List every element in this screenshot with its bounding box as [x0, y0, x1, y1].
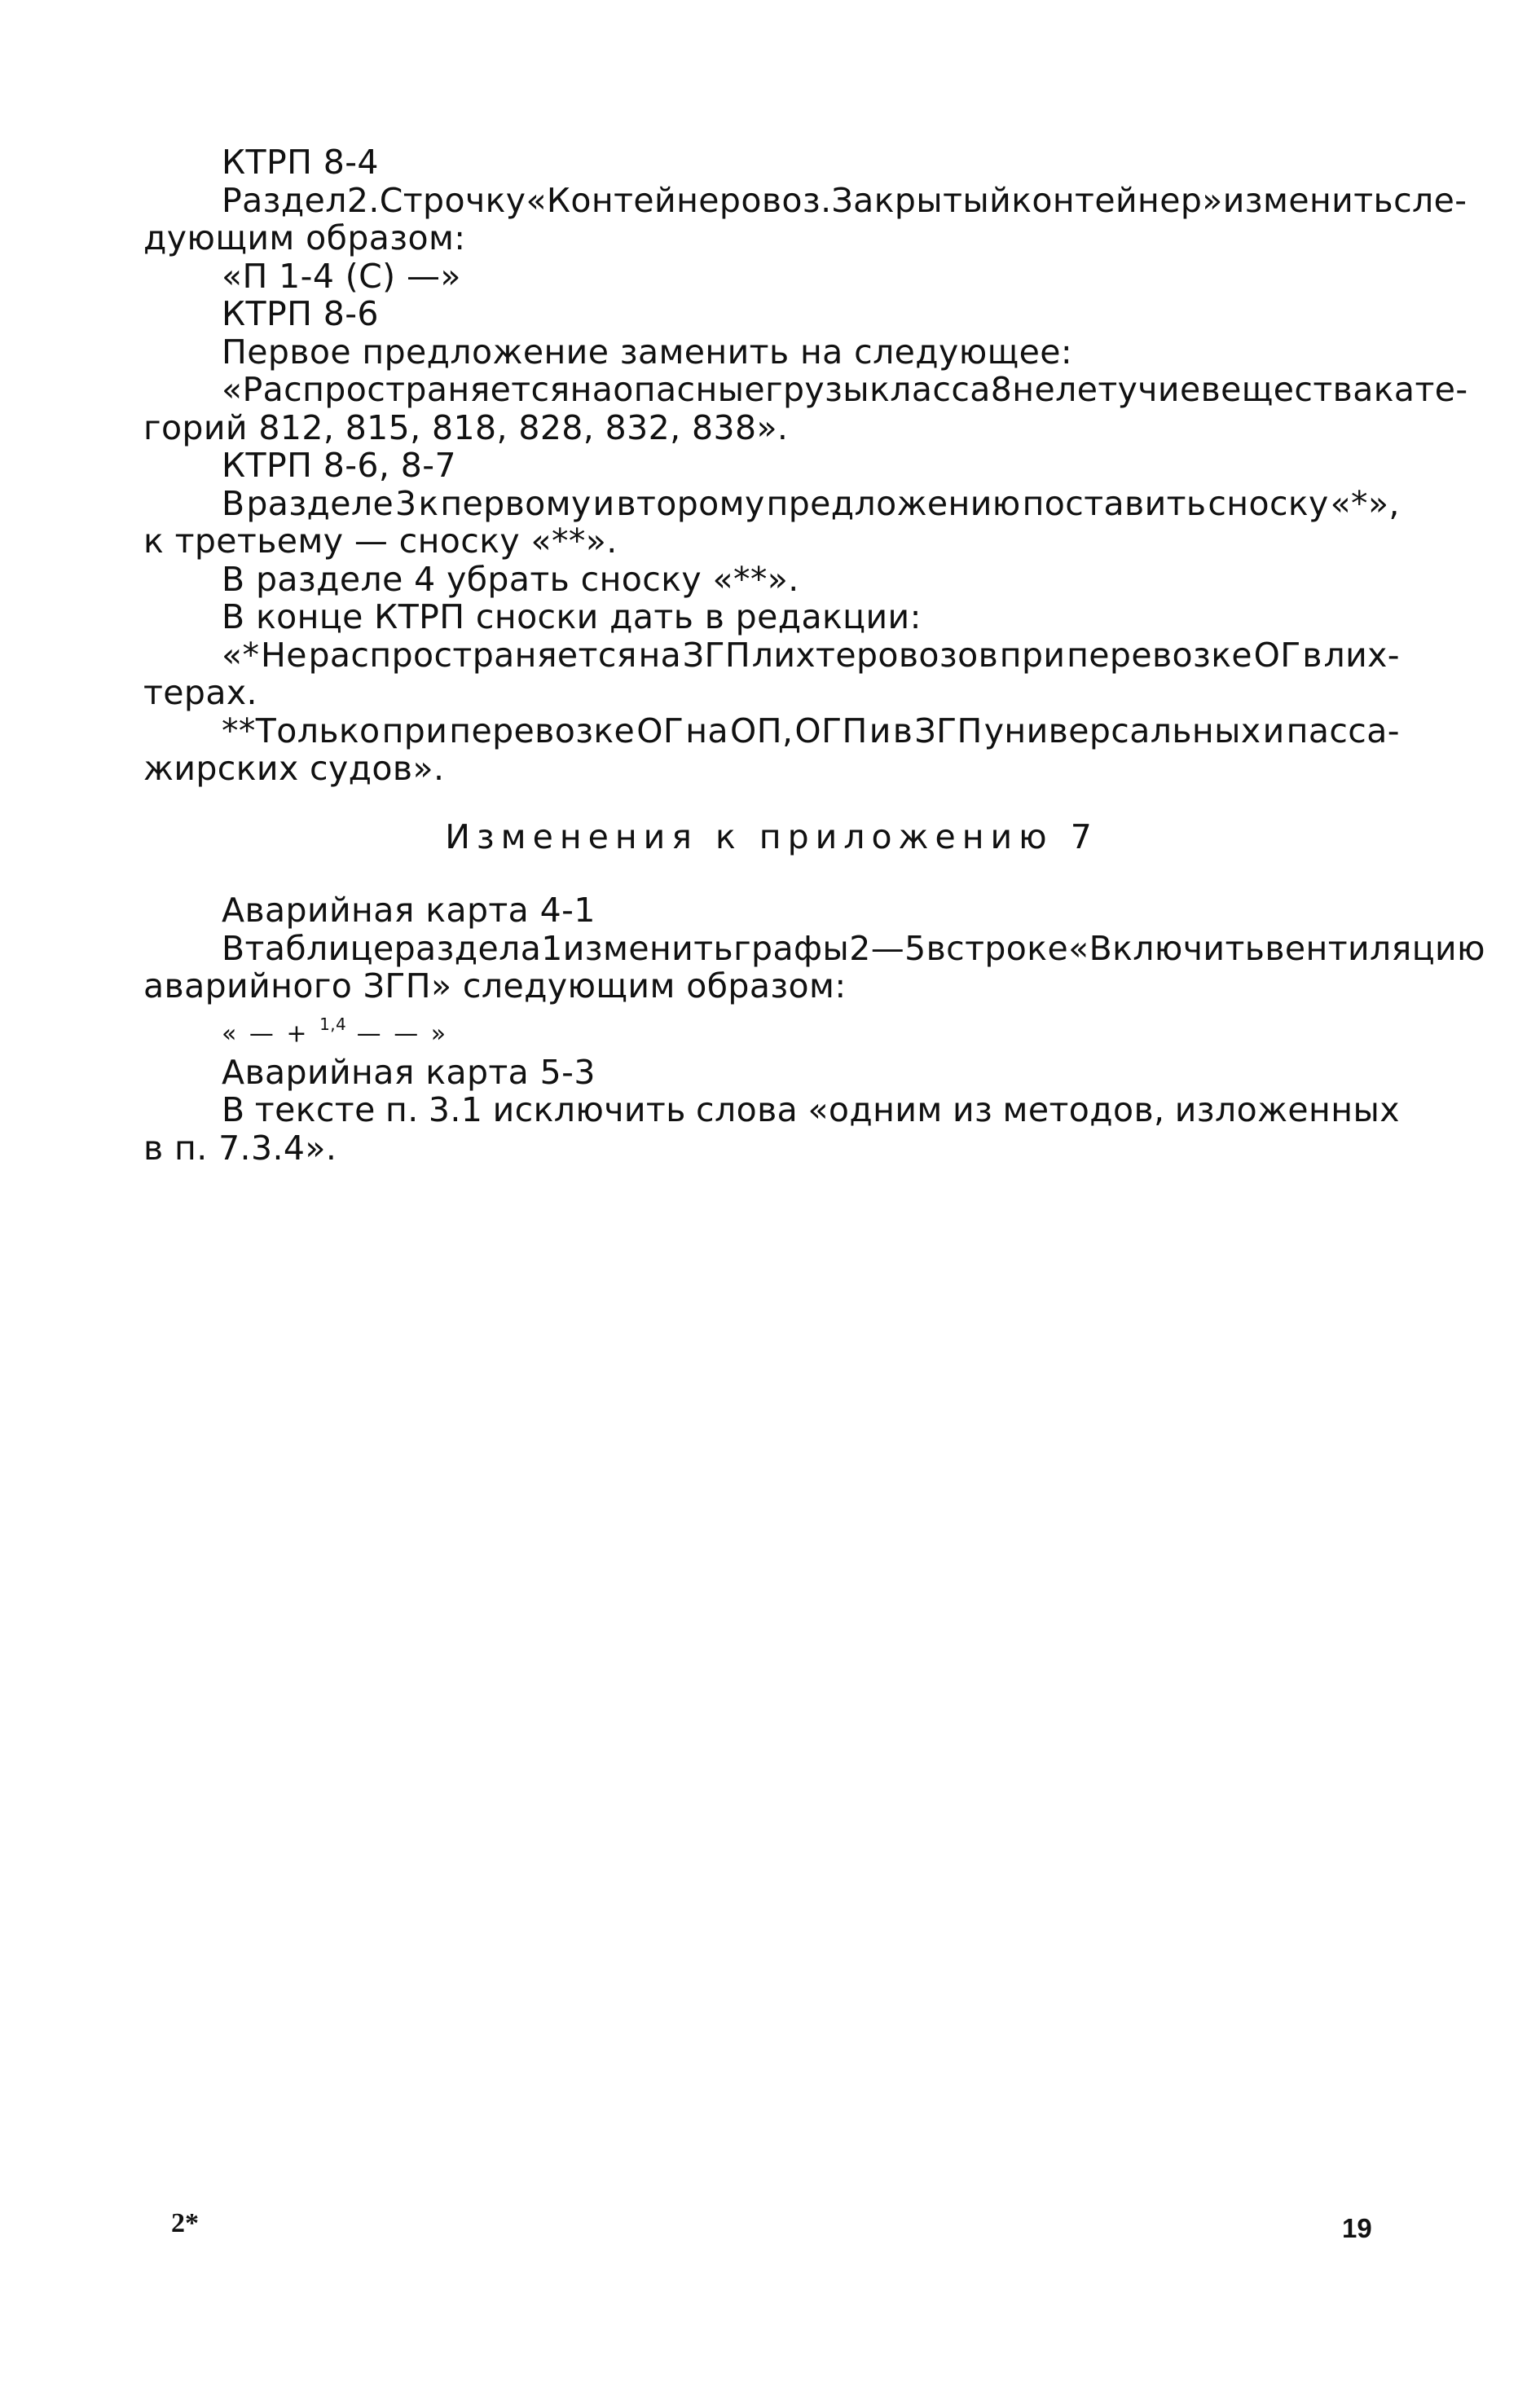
word: исключить: [492, 1090, 686, 1130]
word: в: [892, 711, 913, 750]
word: сноску: [1208, 483, 1329, 523]
word: изменить: [1222, 180, 1394, 220]
text-line-10: [143, 485, 1400, 523]
word: ОГ: [1253, 635, 1301, 675]
word: Раздел: [222, 180, 347, 220]
text-line-11: к третьему — сноску «**».: [143, 521, 618, 561]
word: В: [222, 1090, 245, 1130]
footnote-2-line: [143, 712, 1400, 750]
word: 2—5: [849, 928, 926, 968]
appendix-text-line-2: [143, 928, 1485, 968]
footnote-1-line: [143, 636, 1400, 675]
word: «Включить: [1068, 928, 1265, 968]
word: второму: [616, 483, 765, 523]
word: первому: [440, 483, 592, 523]
appendix-text-line-6: [143, 1091, 1400, 1129]
text-line-8: горий 812, 815, 818, 828, 832, 838».: [143, 407, 789, 447]
formula-suffix: — — »: [346, 1019, 449, 1049]
word: вентиляцию: [1265, 928, 1485, 968]
page-number: 19: [1342, 2213, 1372, 2243]
word: изменить: [562, 928, 734, 968]
word: графы: [733, 928, 850, 968]
ktrp-8-6-label: КТРП 8-6: [222, 294, 379, 333]
ktrp-8-6-8-7-label: КТРП 8-6, 8-7: [222, 446, 456, 485]
word: раздела: [394, 928, 542, 968]
formula-superscript: 1,4: [319, 1014, 347, 1034]
word: ОГП: [794, 711, 868, 750]
word: грузы: [765, 370, 870, 409]
word: п.: [385, 1090, 419, 1130]
word: в: [1302, 635, 1322, 675]
emergency-card-5-3-label: Аварийная карта 5-3: [222, 1052, 596, 1092]
word: Закрытый: [831, 180, 1012, 220]
word: сле-: [1393, 180, 1467, 220]
word: ОП,: [730, 711, 794, 750]
word: кате-: [1373, 370, 1468, 409]
word: 1: [541, 928, 563, 968]
word: «Распространяется: [222, 370, 570, 409]
word: 8: [990, 370, 1013, 409]
word: поставить: [1022, 483, 1207, 523]
word: распространяется: [308, 635, 637, 675]
word: таблице: [244, 928, 394, 968]
word: изложенных: [1174, 1090, 1400, 1130]
appendix-text-line-3: аварийного ЗГП» следующим образом:: [143, 966, 847, 1005]
word: при: [381, 711, 448, 750]
word: и: [1262, 711, 1285, 750]
word: 3.1: [428, 1090, 483, 1130]
word: предложению: [766, 483, 1021, 523]
word: «*»,: [1330, 483, 1400, 523]
word: ЗГП: [914, 711, 983, 750]
word: перевозке: [449, 711, 636, 750]
word: разделе: [246, 483, 394, 523]
word: Строчку: [379, 180, 526, 220]
word: тексте: [254, 1090, 376, 1130]
word: на: [638, 635, 682, 675]
word: на: [685, 711, 729, 750]
word: и: [869, 711, 891, 750]
text-line-2: [143, 180, 1467, 220]
text-line-17: жирских судов».: [143, 749, 445, 788]
word: слова: [696, 1090, 799, 1130]
word: «Контейнеровоз.: [526, 180, 832, 220]
word: перевозке: [1067, 635, 1252, 675]
word: и: [592, 483, 615, 523]
word: «одним: [807, 1090, 943, 1130]
word: лихтеровозов: [751, 635, 999, 675]
word: опасные: [613, 370, 766, 409]
word: класса: [869, 370, 991, 409]
word: 3: [394, 483, 417, 523]
word: методов,: [1002, 1090, 1165, 1130]
word: универсальных: [983, 711, 1261, 750]
word: из: [953, 1090, 993, 1130]
word: лих-: [1323, 635, 1400, 675]
formula-line: «П 1-4 (С) —»: [222, 256, 461, 296]
signature-mark: 2*: [171, 2208, 199, 2238]
text-line-3: дующим образом:: [143, 218, 466, 257]
appendix-formula-line: [143, 1005, 1400, 1054]
word: на: [570, 370, 614, 409]
text-line-6: Первое предложение заменить на следующее:: [222, 332, 1073, 372]
ktrp-8-4-label: КТРП 8-4: [222, 143, 379, 182]
word: строке: [946, 928, 1069, 968]
word: Не: [261, 635, 307, 675]
word: 2.: [346, 180, 380, 220]
text-line-13: В конце КТРП сноски дать в редакции:: [222, 597, 922, 636]
word: нелетучие: [1012, 370, 1201, 409]
word: контейнер»: [1011, 180, 1223, 220]
word: при: [999, 635, 1066, 675]
word: В: [222, 483, 245, 523]
text-line-12: В разделе 4 убрать сноску «**».: [222, 559, 799, 599]
word: в: [926, 928, 947, 968]
word: ОГ: [636, 711, 684, 750]
appendix-text-line-7: в п. 7.3.4».: [143, 1128, 337, 1168]
word: **Только: [222, 711, 381, 750]
word: ЗГП: [682, 635, 751, 675]
appendix-7-block: [143, 891, 1485, 1168]
text-line-15: терах.: [143, 673, 257, 712]
formula-prefix: « — +: [222, 1019, 320, 1049]
word: к: [418, 483, 439, 523]
main-text-block: [143, 143, 1468, 788]
word: В: [222, 928, 245, 968]
text-line-7: [143, 370, 1468, 409]
word: пасса-: [1286, 711, 1400, 750]
section-heading: Изменения к приложению 7: [445, 817, 1098, 856]
word: вещества: [1200, 370, 1374, 409]
word: «*: [222, 635, 260, 675]
emergency-card-4-1-label: Аварийная карта 4-1: [222, 891, 596, 930]
